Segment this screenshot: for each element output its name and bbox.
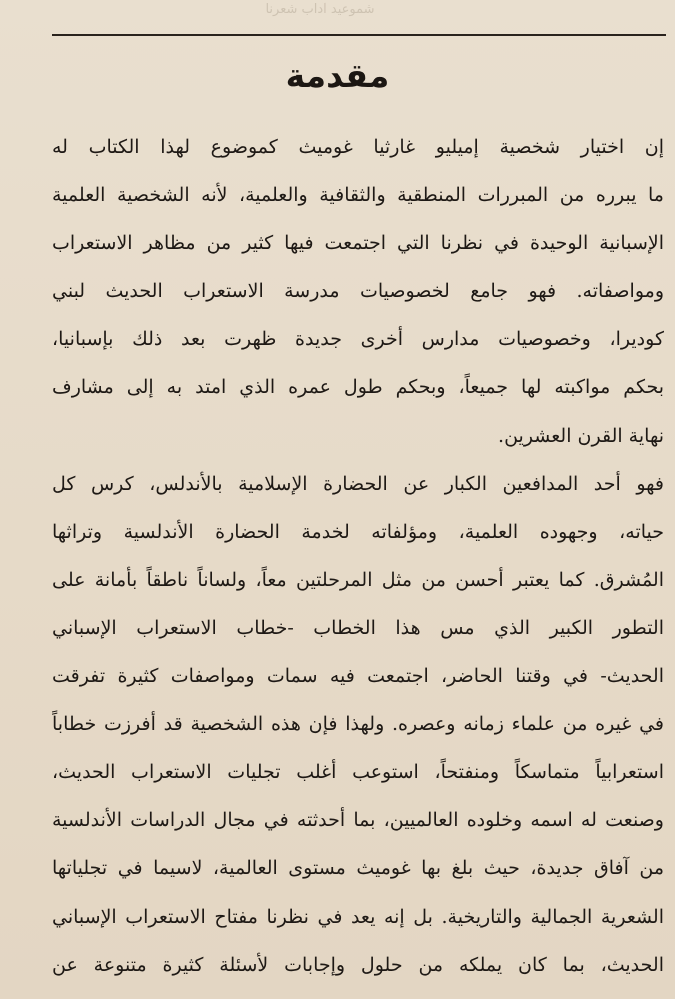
text-line: وصنعت له اسمه وخلوده العالميين، بما أحدثته في مجال الدراسات الأندلسية (52, 809, 664, 832)
text-line: نهاية القرن العشرين. (498, 424, 664, 447)
bleed-through-header: شموعيد آداب شعرنا (265, 2, 375, 17)
text-line: استعرابياً متماسكاً ومنفتحاً، استوعب أغلب تجليات الاستعراب الحديث، (52, 761, 664, 784)
text-line: المُشرق. كما يعتبر أحسن من مثل المرحلتين معاً، ولساناً ناطقاً بأمانة على (52, 568, 664, 591)
text-line: في غيره من علماء زمانه وعصره. ولهذا فإن هذه الشخصية قد أفرزت خطاباً (52, 713, 664, 736)
paragraph-2 (52, 460, 664, 989)
text-line: من آفاق جديدة، حيث بلغ بها غوميث مستوى العالمية، لاسيما في تجلياتها (52, 857, 664, 880)
page-title: مقدمة (285, 56, 390, 95)
paragraph-1 (52, 123, 664, 460)
text-line: التطور الكبير الذي مس هذا الخطاب -خطاب الاستعراب الإسباني (52, 616, 664, 639)
text-line: بحكم مواكبته لها جميعاً، وبحكم طول عمره الذي امتد به إلى مشارف (52, 376, 664, 399)
text-line: فهو أحد المدافعين الكبار عن الحضارة الإسلامية بالأندلس، كرس كل (52, 472, 664, 495)
text-line: كوديرا، وخصوصيات مدارس أخرى جديدة ظهرت بعد ذلك بإسبانيا، (52, 328, 664, 351)
text-line: الشعرية الجمالية والتاريخية. بل إنه يعد في نظرنا مفتاح الاستعراب الإسباني (52, 905, 664, 928)
text-line: إن اختيار شخصية إميليو غارثيا غوميث كموضوع لهذا الكتاب له (52, 136, 664, 158)
text-line: الإسبانية الوحيدة في نظرنا التي اجتمعت فيها كثير من مظاهر الاستعراب (52, 232, 664, 255)
text-line: ما يبرره من المبررات المنطقية والثقافية والعلمية، لأنه الشخصية العلمية (52, 184, 664, 207)
body-text (52, 123, 664, 989)
text-line: ومواصفاته. فهو جامع لخصوصيات مدرسة الاستعراب الحديث لبني (52, 280, 664, 303)
text-line: الحديث، بما كان يملكه من حلول وإجابات لأسئلة كثيرة متنوعة عن (52, 953, 664, 976)
text-line: الحديث- في وقتنا الحاضر، اجتمعت فيه سمات ومواصفات كثيرة تفرقت (52, 665, 664, 688)
text-line: حياته، وجهوده العلمية، ومؤلفاته لخدمة الحضارة الأندلسية وتراثها (52, 520, 664, 543)
header-rule (52, 34, 666, 36)
